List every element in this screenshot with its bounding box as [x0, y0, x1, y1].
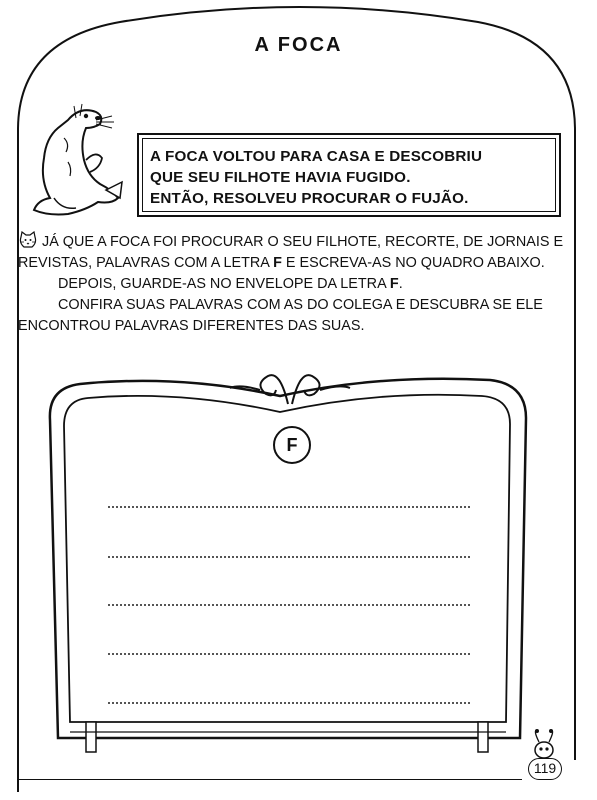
instruction-text: DEPOIS, GUARDE-AS NO ENVELOPE DA LETRA [58, 276, 390, 292]
instructions [18, 231, 566, 337]
bottom-rule [18, 779, 522, 780]
story-line: ENTÃO, RESOLVEU PROCURAR O FUJÃO. [150, 190, 469, 207]
page-number: 119 [528, 758, 562, 780]
writing-line-3[interactable] [108, 604, 470, 606]
instruction-paragraph-3: CONFIRA SUAS PALAVRAS COM AS DO COLEGA E DESCUBRA SE ELE ENCONTROU PALAVRAS DIFERENTES DAS SUAS. [18, 297, 543, 334]
instruction-paragraph-1 [18, 231, 566, 274]
letter-f-circle: F [273, 426, 311, 464]
cat-icon [18, 231, 38, 249]
story-text [150, 146, 482, 209]
letter-f-bold: F [389, 276, 399, 292]
instruction-paragraph-2 [18, 274, 566, 295]
writing-line-1[interactable] [108, 506, 470, 508]
writing-line-4[interactable] [108, 653, 470, 655]
writing-line-5[interactable] [108, 702, 470, 704]
story-line: QUE SEU FILHOTE HAVIA FUGIDO. [150, 169, 411, 186]
instruction-text: . [398, 276, 403, 292]
page-title: A FOCA [254, 34, 343, 56]
seal-illustration [28, 98, 128, 223]
letter-f-bold: F [273, 255, 282, 271]
story-line: A FOCA VOLTOU PARA CASA E DESCOBRIU [150, 148, 483, 165]
writing-frame [40, 360, 540, 760]
writing-line-2[interactable] [108, 556, 470, 558]
instruction-text: JÁ QUE A FOCA FOI PROCURAR O SEU FILHOTE, RECORTE, DE JORNAIS E REVISTAS, PALAVRAS COM A LETRA [18, 234, 564, 271]
instruction-text: E ESCREVA-AS NO QUADRO ABAIXO. [281, 255, 545, 271]
